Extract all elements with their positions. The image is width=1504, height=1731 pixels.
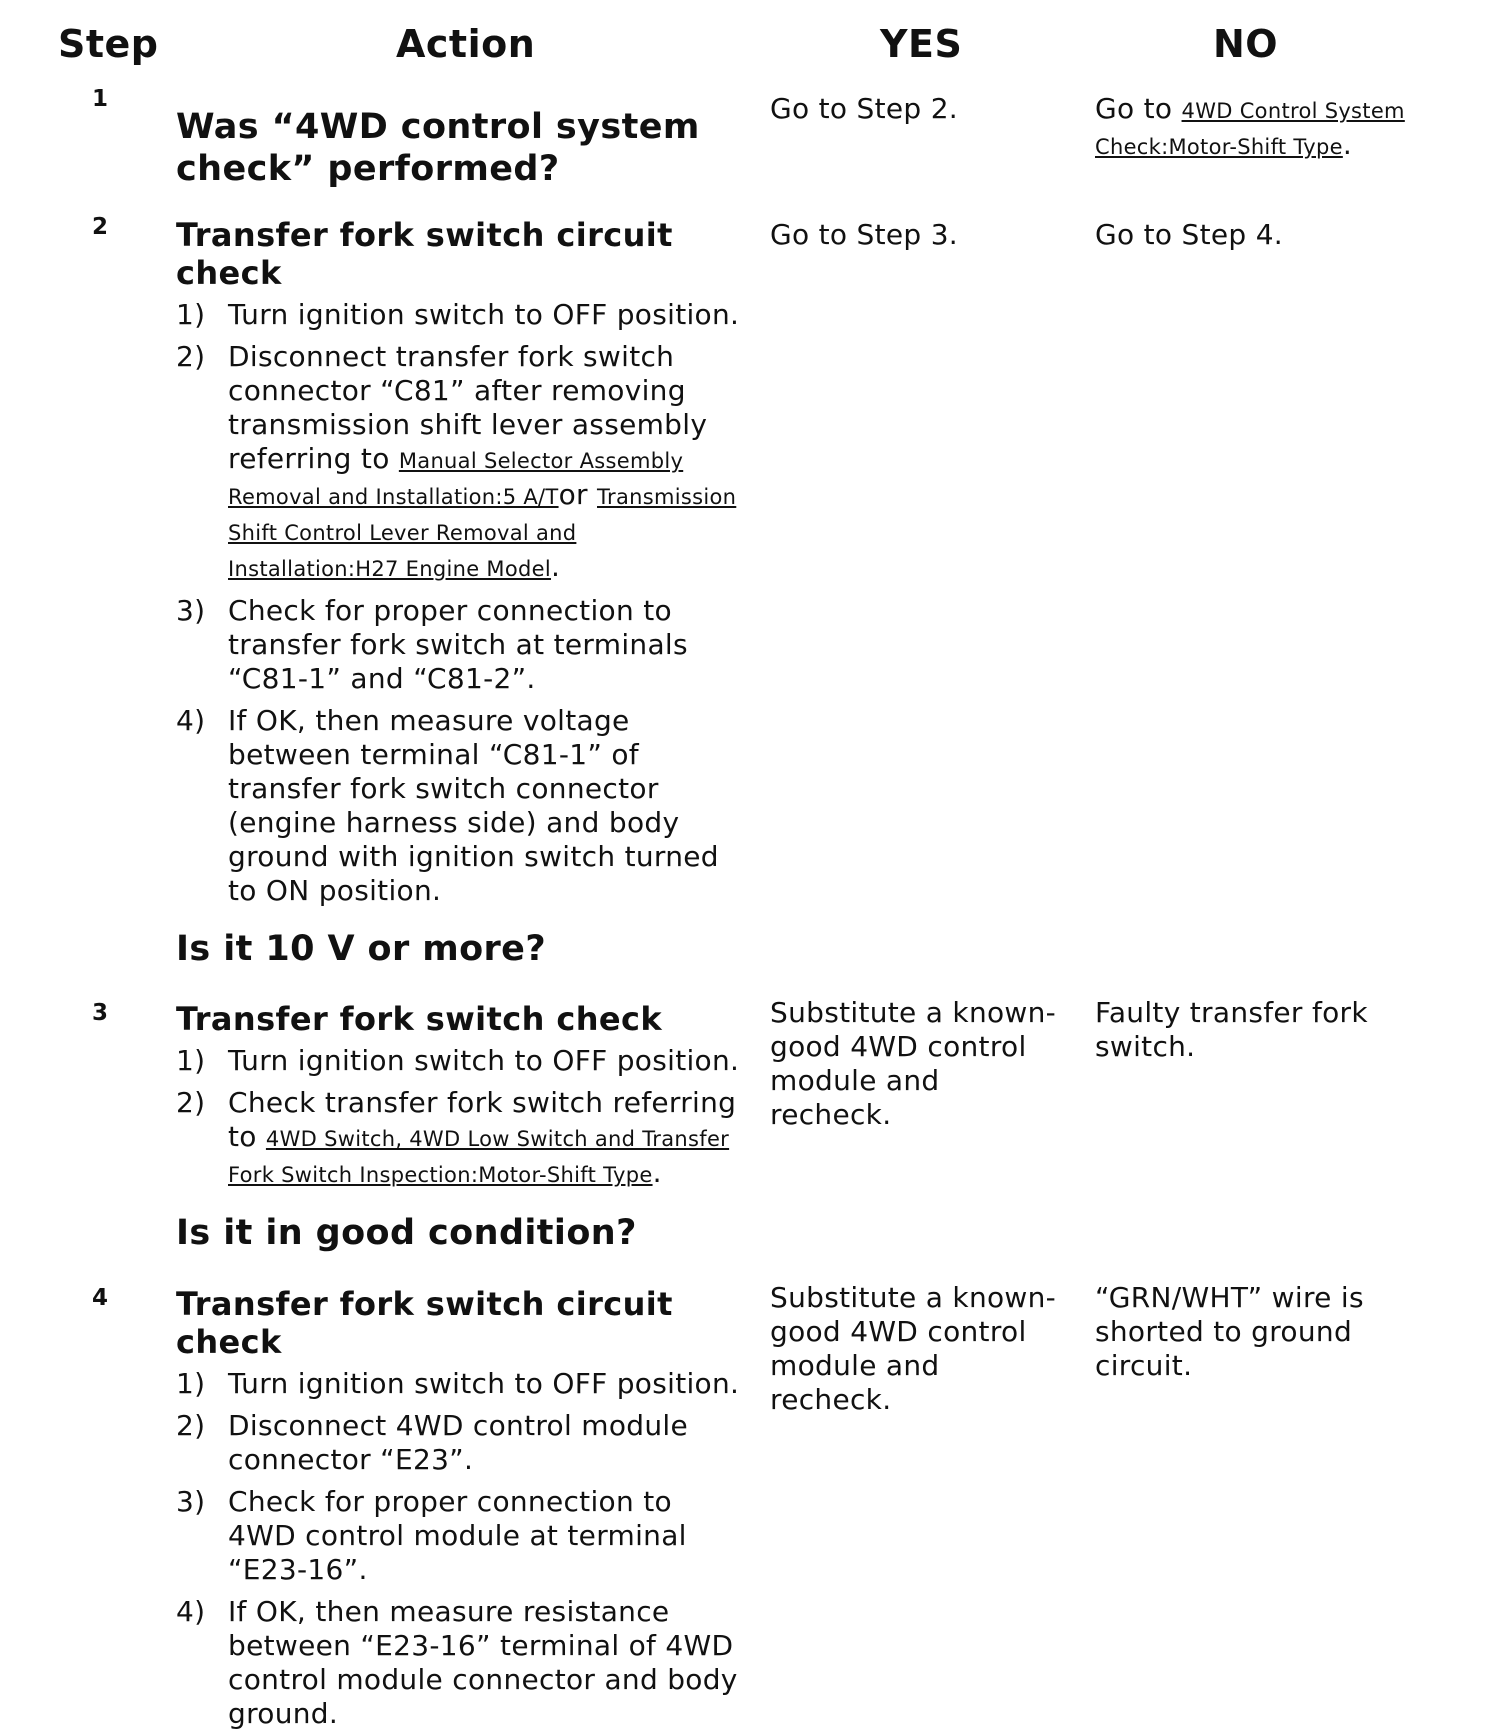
substep-list [176, 1044, 746, 1192]
substep [176, 1086, 746, 1192]
no-cell [1095, 92, 1425, 164]
no-cell: Go to Step 4. [1095, 218, 1284, 251]
step-title: Transfer fork switch circuit check [176, 216, 673, 292]
substep-list [176, 1367, 746, 1731]
substep [176, 704, 746, 908]
link-transmission-shift-control-lever[interactable]: Transmission Shift Control Lever Removal and Installation:H27 Engine Model [228, 485, 737, 581]
step-question: Was “4WD control system check” performed? [176, 107, 700, 189]
substep [176, 298, 746, 332]
yes-cell: Go to Step 2. [770, 92, 959, 125]
column-header-action: Action [396, 22, 536, 66]
substep-number: 1) [176, 1044, 206, 1077]
substep-number: 4) [176, 704, 206, 737]
action-cell [176, 216, 746, 908]
link-4wd-control-system-check[interactable]: 4WD Control System Check:Motor-Shift Type [1095, 99, 1405, 159]
substep-number: 2) [176, 1409, 206, 1442]
substep-number: 2) [176, 340, 206, 373]
no-cell: Faulty transfer fork switch. [1095, 996, 1368, 1063]
substep-number: 1) [176, 298, 206, 331]
column-header-step: Step [58, 22, 159, 66]
substep-number: 4) [176, 1595, 206, 1628]
yes-cell: Substitute a known-good 4WD control module and recheck. [770, 1281, 1057, 1416]
step-2-question: Is it 10 V or more? [176, 929, 547, 969]
substep-text: Turn ignition switch to OFF position. [228, 1044, 740, 1077]
substep-number: 2) [176, 1086, 206, 1119]
no-suffix: . [1342, 128, 1353, 161]
substep-number: 1) [176, 1367, 206, 1400]
action-cell [176, 1285, 746, 1731]
substep-text: If OK, then measure resistance between “E23-16” terminal of 4WD control module connector and body ground. [228, 1595, 738, 1730]
substep [176, 594, 746, 696]
substep-text: Disconnect transfer fork switch connector “C81” after removing transmission shift lever assembly referring to [228, 340, 708, 475]
substep-number: 3) [176, 594, 206, 627]
substep-text-or: or [558, 478, 598, 511]
substep [176, 1367, 746, 1401]
step-3-question: Is it in good condition? [176, 1213, 637, 1253]
action-cell [176, 106, 746, 190]
substep-text: Turn ignition switch to OFF position. [228, 1367, 740, 1400]
step-title: Transfer fork switch circuit check [176, 1285, 673, 1361]
no-cell: “GRN/WHT” wire is shorted to ground circuit. [1095, 1281, 1364, 1382]
column-header-no: NO [1213, 22, 1279, 66]
no-prefix: Go to [1095, 92, 1182, 125]
yes-cell: Go to Step 3. [770, 218, 959, 251]
substep [176, 340, 746, 586]
substep-text: Check for proper connection to 4WD control module at terminal “E23-16”. [228, 1485, 687, 1586]
substep-number: 3) [176, 1485, 206, 1518]
substep-text: Check for proper connection to transfer fork switch at terminals “C81-1” and “C81-2”. [228, 594, 688, 695]
substep-list [176, 298, 746, 908]
substep [176, 1409, 746, 1477]
step-number: 4 [92, 1285, 109, 1311]
substep-text-end: . [550, 550, 561, 583]
substep-text: If OK, then measure voltage between terminal “C81-1” of transfer fork switch connector (engine harness side) and body ground with ignition switch turned to ON position. [228, 704, 719, 907]
column-header-yes: YES [880, 22, 963, 66]
substep-text: Disconnect 4WD control module connector “E23”. [228, 1409, 688, 1476]
substep-text: Turn ignition switch to OFF position. [228, 298, 740, 331]
substep [176, 1044, 746, 1078]
step-number: 1 [92, 86, 109, 112]
action-cell [176, 1000, 746, 1192]
link-manual-selector-assembly[interactable]: Manual Selector Assembly Removal and Installation:5 A/T [228, 449, 684, 509]
step-number: 3 [92, 1000, 109, 1026]
step-title: Transfer fork switch check [176, 1000, 663, 1038]
substep-text: Check transfer fork switch referring to [228, 1086, 737, 1153]
yes-cell: Substitute a known-good 4WD control module and recheck. [770, 996, 1057, 1131]
substep-text-end: . [652, 1156, 662, 1189]
substep [176, 1595, 746, 1731]
step-number: 2 [92, 214, 109, 240]
link-transfer-fork-switch-inspection[interactable]: 4WD Switch, 4WD Low Switch and Transfer Fork Switch Inspection:Motor-Shift Type [228, 1127, 730, 1187]
substep [176, 1485, 746, 1587]
